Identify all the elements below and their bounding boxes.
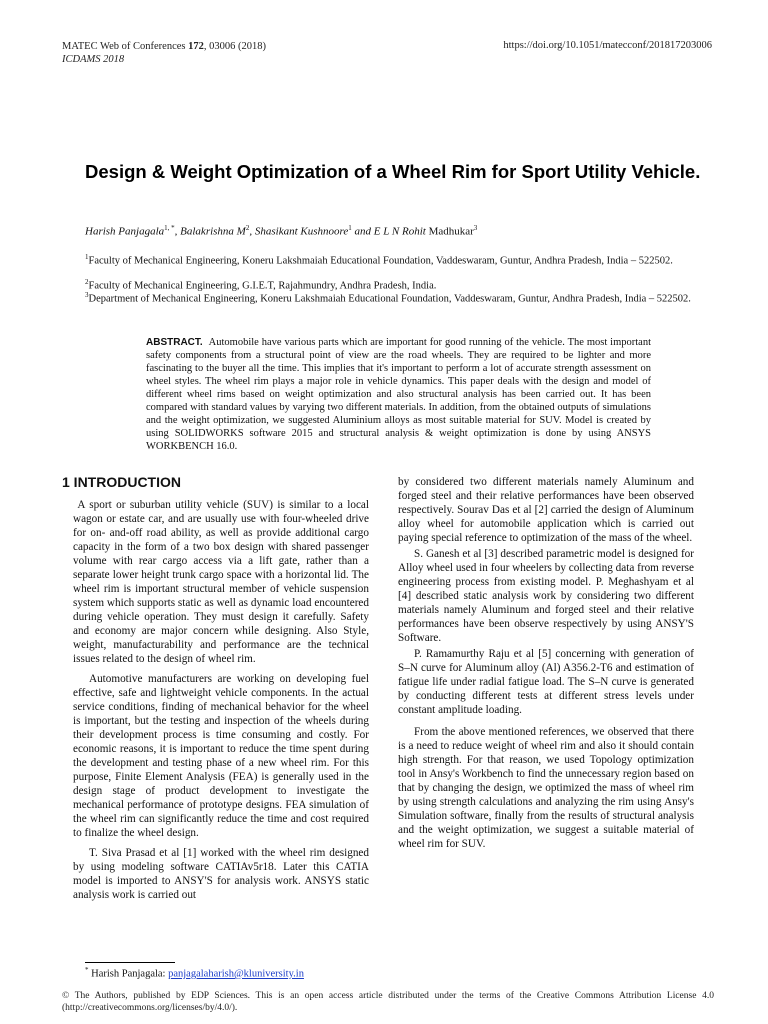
paragraph: S. Ganesh et al [3] described parametric model is designed for Alloy wheel used in four wheelers by collecting data from reverse engineering process from existing model. P. Meghashyam et al [4] described static analysis work by considering two different materials namely Aluminum and forged steel and their relative performances have been observe respectively by using ANSY'S Software.: [398, 548, 694, 644]
paragraph: by considered two different materials namely Aluminum and forged steel and their relative performances have been observed respectively. Sourav Das et al [2] carried the design of Aluminum alloy wheel for automobile application which is carried out paying special reference to optimization of the mass of the wheel.: [398, 476, 694, 544]
left-column: [73, 498, 372, 902]
footnote: * Harish Panjagala: panjagalaharish@kluniversity.in: [85, 966, 304, 980]
abstract-label: ABSTRACT.: [146, 337, 203, 348]
author-3: Shasikant Kushnoore: [254, 225, 349, 238]
affiliation-1: $^1$Faculty of Mechanical Engineering, Koneru Lakshmaiah Educational Foundation, Vaddeswaram, Guntur, Andhra Pradesh, India – 522502.: [85, 253, 673, 267]
affiliation-2: $^2$Faculty of Mechanical Engineering, G.I.E.T, Rajahmundry, Andhra Pradesh, India.: [85, 278, 437, 292]
journal-volume: 172: [188, 41, 204, 52]
author-2: Balakrishna M: [180, 225, 246, 238]
journal-line: MATEC Web of Conferences 172, 03006 (2018): [62, 41, 266, 52]
author-list: Harish Panjagala$^{1, *}$, Balakrishna $M^2$, Shasikant Kushnoore$^1$ and E L N Rohit Madhukar$^3$: [85, 224, 478, 238]
author-email-link[interactable]: panjagalaharish@kluniversity.in: [168, 968, 304, 980]
running-header: [62, 40, 266, 66]
doi-link[interactable]: https://doi.org/10.1051/matecconf/201817203006: [503, 40, 712, 51]
paragraph: A sport or suburban utility vehicle (SUV) is similar to a local wagon or estate car, and are usually use with four-wheeled drive for on- and-off road ability, as well as provide additional cargo capacity in the form of a two box design with shared passenger volume with rear cargo access via a lift gate, rather than a separate lower height trunk cargo space with a horizontal lid. The wheel rim is important structural member of vehicle suspension system which supports static as well as dynamic load encountered during vehicle operation. They must design it carefully. Safety and economy are major concern while designing. Also Style, weight, manufacturability and performance are the technical issues related to the design of wheel rim.: [73, 499, 372, 665]
conference-name: ICDAMS 2018: [62, 54, 125, 65]
paragraph: P. Ramamurthy Raju et al [5] concerning with generation of S–N curve for Aluminum alloy (Al) A356.2-T6 and estimation of fatigue life under radial fatigue load. The S–N curve is generated by conducting different tests at different stress levels under constant amplitude loading.: [398, 648, 694, 716]
section-heading: 1 INTRODUCTION: [62, 474, 181, 490]
author-4: E L N Rohit: [373, 225, 426, 238]
abstract: [146, 336, 651, 453]
license-notice: © The Authors, published by EDP Sciences. This is an open access article distributed under the terms of the Creative Commons Attribution License 4.0 (http://creativecommons.org/licenses/by/4.0/).: [62, 991, 714, 1013]
affiliation-3: $^3$Department of Mechanical Engineering, Koneru Lakshmaiah Educational Foundation, Vaddeswaram, Guntur, Andhra Pradesh, India – 522502.: [85, 291, 691, 305]
paragraph: T. Siva Prasad et al [1] worked with the wheel rim designed by using modeling software CATIAv5r18. Later this CATIA model is imported to ANSY'S for analysis work. ANSYS static analysis work is carried out: [73, 847, 369, 901]
paragraph: From the above mentioned references, we observed that there is a need to reduce weight of wheel rim and also it should contain high strength. For that reason, we used Topology optimization tool in Ansy's Workbench to find the unnecessary region based on that by changing the design, we optimized the mass of wheel rim by using strength calculations and analyzing the rim using Ansy's Simulation software, finally from the results of structural analysis and the weight optimization, we suggest a suitable material of wheel rim for SUV.: [398, 726, 694, 850]
abstract-text: Automobile have various parts which are important for good running of the vehicle. The most important safety components from a structural point of view are the road wheels. They are required to be lighter and more fascinating to the buyer all the time. This implies that it's important to perform a lot of accurate strength assessment on wheel styles. The wheel rim plays a major role in vehicle dynamics. This paper deals with the design and model of different wheel rims based on weight optimization and also structural analysis has been carried out. It has been compared with standard values by varying two different materials. In addition, from the obtained outputs of simulations and the weight optimization, we suggested Aluminium alloys as most suitable material for SUV. Model is created by using SOLIDWORKS software 2015 and structural analysis & weight optimization is done by using ANSYS WORKBENCH 16.0.: [146, 337, 651, 452]
right-column: [398, 475, 694, 851]
paragraph: Automotive manufacturers are working on developing fuel effective, safe and lightweight vehicle components. In the actual service conditions, finding of mechanical behavior for the wheel is important, but the testing and inspection of the wheels during their development process is time consuming and costly. For economic reasons, it is important to reduce the time spent during the development and testing phase of a new wheel rim. For this purpose, Finite Element Analysis (FEA) is generally used in the design stage of product development to investigate the mechanical performance of prototype designs. FEA simulation of the wheel rim can significantly reduce the time and cost required to finalize the wheel design.: [73, 673, 369, 839]
author-1: Harish Panjagala: [85, 225, 165, 238]
footnote-rule: [85, 962, 175, 963]
paper-title: Design & Weight Optimization of a Wheel Rim for Sport Utility Vehicle.: [85, 161, 701, 182]
